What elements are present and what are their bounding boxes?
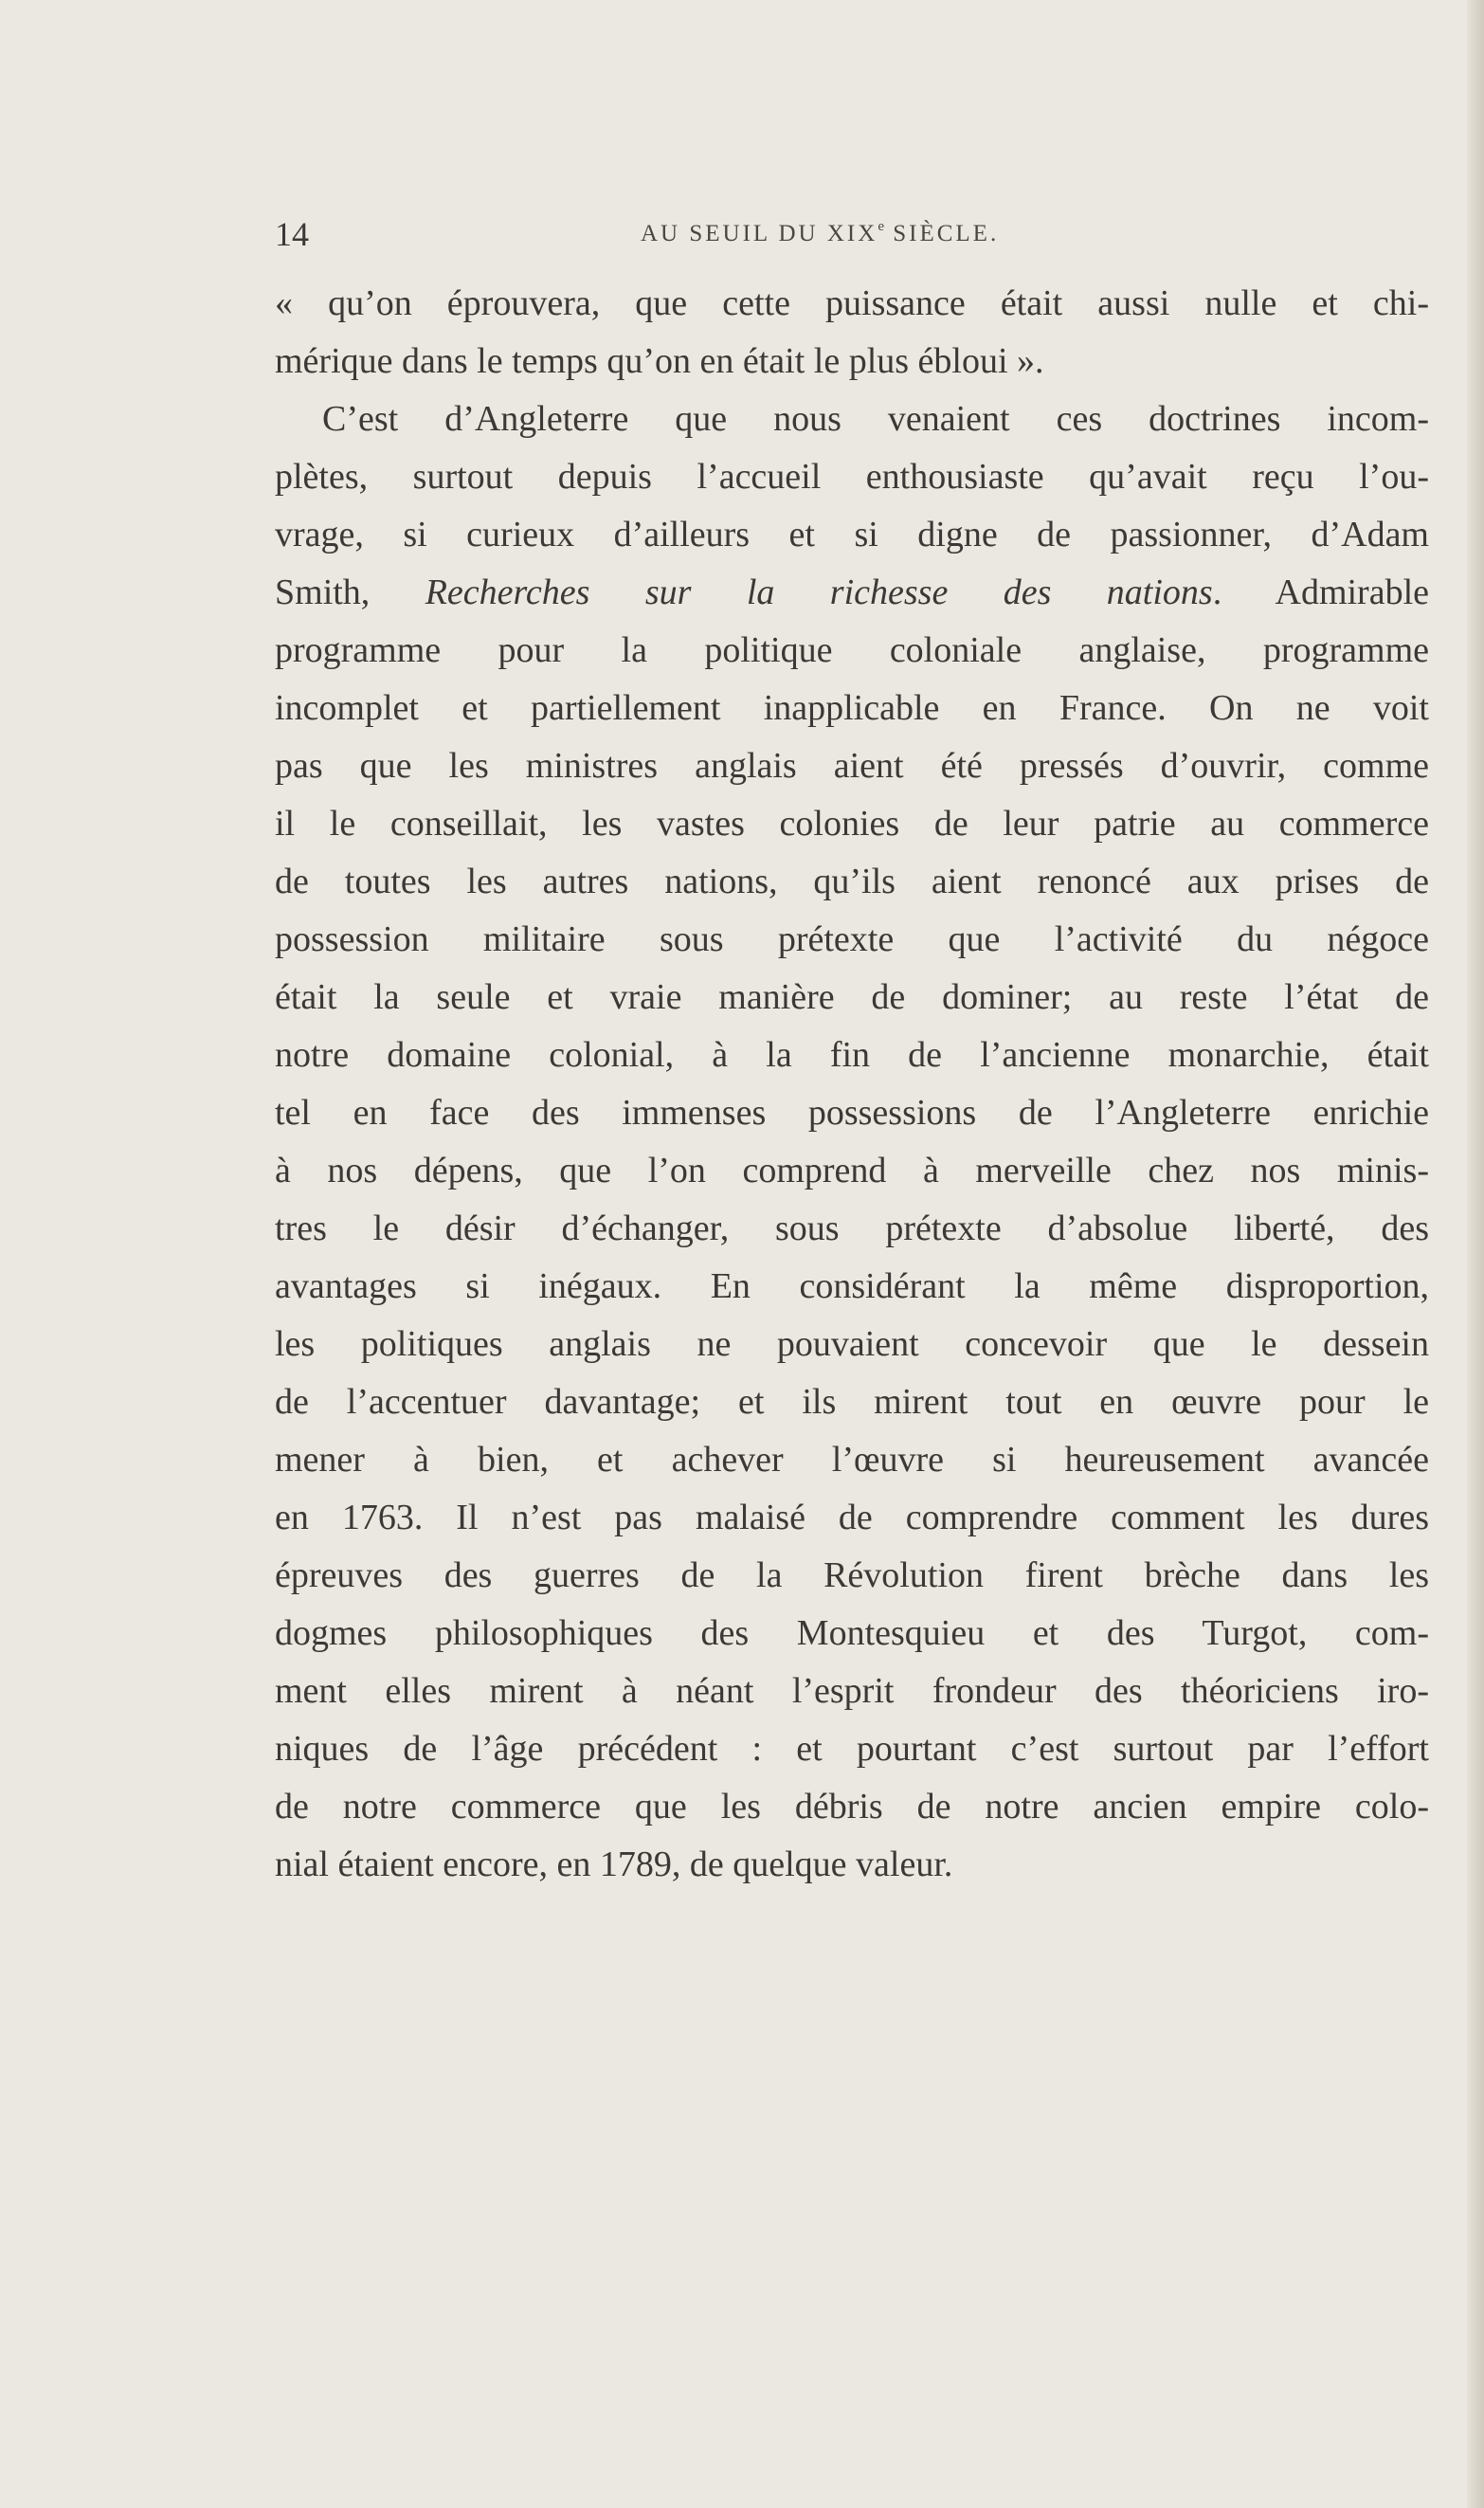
text-line: niques de l’âge précédent : et pourtant c’est surtout par l’effort: [275, 1729, 1429, 1769]
text-fragment: . Admirable: [1212, 572, 1429, 612]
text-line: vrage, si curieux d’ailleurs et si digne de passionner, d’Adam: [275, 515, 1429, 554]
text-line: avantages si inégaux. En considérant la même disproportion,: [275, 1266, 1429, 1306]
text-line-with-title: [275, 564, 1429, 622]
text-line: nial étaient encore, en 1789, de quelque valeur.: [275, 1845, 953, 1884]
text-line: notre domaine colonial, à la fin de l’ancienne monarchie, était: [275, 1035, 1429, 1075]
text-line: ment elles mirent à néant l’esprit frondeur des théoriciens iro-: [275, 1671, 1429, 1711]
text-line: il le conseillait, les vastes colonies de leur patrie au commerce: [275, 804, 1429, 844]
book-title: Recherches sur la richesse des nations: [425, 572, 1213, 612]
text-line: programme pour la politique coloniale anglaise, programme: [275, 630, 1429, 670]
running-head-text: AU SEUIL DU XIX: [641, 221, 878, 246]
body-text: [275, 275, 1429, 1894]
text-line: mérique dans le temps qu’on en était le plus ébloui ».: [275, 341, 1044, 381]
running-head: [641, 210, 999, 258]
page-number: 14: [275, 215, 309, 253]
text-line: tel en face des immenses possessions de l’Angleterre enrichie: [275, 1093, 1429, 1133]
text-line: de toutes les autres nations, qu’ils aient renoncé aux prises de: [275, 862, 1429, 901]
text-line: en 1763. Il n’est pas malaisé de comprendre comment les dures: [275, 1498, 1429, 1537]
text-line: les politiques anglais ne pouvaient concevoir que le dessein: [275, 1324, 1429, 1364]
text-line: mener à bien, et achever l’œuvre si heureusement avancée: [275, 1440, 1429, 1480]
text-line: tres le désir d’échanger, sous prétexte d’absolue liberté, des: [275, 1209, 1429, 1248]
text-line: possession militaire sous prétexte que l’activité du négoce: [275, 919, 1429, 959]
page-edge: [1467, 0, 1484, 2508]
text-line: de l’accentuer davantage; et ils mirent tout en œuvre pour le: [275, 1382, 1429, 1422]
text-line: C’est d’Angleterre que nous venaient ces doctrines incom-: [322, 399, 1429, 439]
page-header: [275, 210, 1431, 258]
text-line: épreuves des guerres de la Révolution firent brèche dans les: [275, 1555, 1429, 1595]
text-fragment: Smith,: [275, 572, 425, 612]
text-line: à nos dépens, que l’on comprend à merveille chez nos minis-: [275, 1151, 1429, 1190]
text-line: était la seule et vraie manière de dominer; au reste l’état de: [275, 977, 1429, 1017]
text-line: dogmes philosophiques des Montesquieu et des Turgot, com-: [275, 1613, 1429, 1653]
text-line: de notre commerce que les débris de notre ancien empire colo-: [275, 1787, 1429, 1826]
text-line: « qu’on éprouvera, que cette puissance était aussi nulle et chi-: [275, 283, 1429, 323]
running-head-end: SIÈCLE.: [883, 221, 1000, 246]
text-line: incomplet et partiellement inapplicable en France. On ne voit: [275, 688, 1429, 728]
text-line: plètes, surtout depuis l’accueil enthousiaste qu’avait reçu l’ou-: [275, 457, 1429, 497]
running-head-superscript: e: [878, 219, 884, 234]
text-line: pas que les ministres anglais aient été pressés d’ouvrir, comme: [275, 746, 1429, 786]
